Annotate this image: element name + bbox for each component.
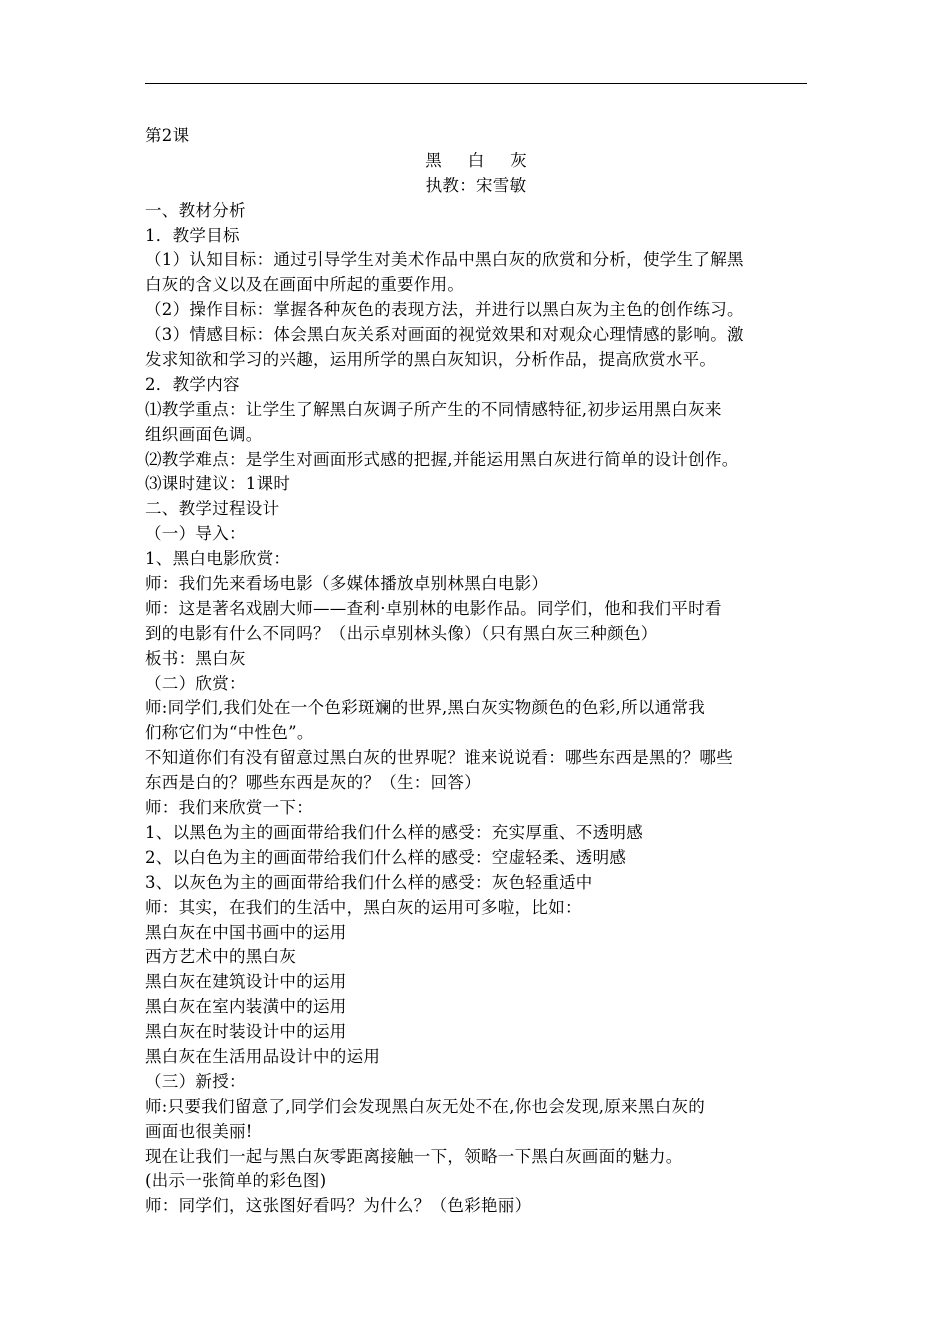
- text-line: 黑白灰在生活用品设计中的运用: [145, 1046, 381, 1066]
- text-line: 师:只要我们留意了,同学们会发现黑白灰无处不在,你也会发现,原来黑白灰的: [145, 1096, 706, 1116]
- text-line: 现在让我们一起与黑白灰零距离接触一下，领略一下黑白灰画面的魅力。: [145, 1146, 683, 1166]
- text-line: （1）认知目标：通过引导学生对美术作品中黑白灰的欣赏和分析，使学生了解黑: [145, 250, 744, 270]
- text-line: 到的电影有什么不同吗？（出示卓别林头像）（只有黑白灰三种颜色）: [145, 623, 658, 643]
- text-line: 黑白灰在室内装潢中的运用: [145, 997, 347, 1017]
- text-line: 黑白灰在时装设计中的运用: [145, 1022, 347, 1042]
- text-line: 师：这是著名戏剧大师——查利·卓别林的电影作品。同学们，他和我们平时看: [145, 598, 722, 618]
- text-line: 黑白灰在中国书画中的运用: [145, 922, 347, 942]
- text-line: 画面也很美丽!: [145, 1121, 253, 1141]
- text-line: 不知道你们有没有留意过黑白灰的世界呢？谁来说说看：哪些东西是黑的？哪些: [145, 748, 733, 768]
- text-line: 2．教学内容: [145, 374, 240, 394]
- text-line: 师：我们来欣赏一下：: [145, 798, 313, 818]
- text-line: （2）操作目标：掌握各种灰色的表现方法，并进行以黑白灰为主色的创作练习。: [145, 300, 744, 320]
- text-line: （一）导入：: [145, 524, 246, 544]
- title-char-2: 白: [467, 150, 485, 170]
- text-line: 组织画面色调。: [145, 424, 263, 444]
- title-char-1: 黑: [425, 150, 442, 170]
- text-line: 黑白灰在建筑设计中的运用: [145, 972, 347, 992]
- teacher-line: 执教：宋雪敏: [425, 175, 527, 195]
- text-line: 1、以黑色为主的画面带给我们什么样的感受：充实厚重、不透明感: [145, 822, 643, 842]
- text-line: ⑶课时建议：1课时: [145, 474, 291, 494]
- text-line: 2、以白色为主的画面带给我们什么样的感受：空虚轻柔、透明感: [145, 847, 627, 867]
- text-line: 白灰的含义以及在画面中所起的重要作用。: [145, 275, 465, 295]
- text-line: 一、教材分析: [145, 200, 246, 220]
- text-line: (出示一张简单的彩色图): [145, 1171, 327, 1191]
- text-line: （三）新授：: [145, 1071, 246, 1091]
- text-line: 西方艺术中的黑白灰: [145, 947, 297, 967]
- text-line: 师：其实，在我们的生活中，黑白灰的运用可多啦，比如：: [145, 897, 582, 917]
- text-line: 二、教学过程设计: [145, 499, 280, 519]
- document-body: [145, 124, 825, 1219]
- text-line: 发求知欲和学习的兴趣，运用所学的黑白灰知识，分析作品，提高欣赏水平。: [145, 350, 717, 370]
- lesson-title: [145, 149, 807, 174]
- text-line: 3、以灰色为主的画面带给我们什么样的感受：灰色轻重适中: [145, 872, 593, 892]
- lesson-number: 第2课: [145, 126, 190, 145]
- text-line: 1．教学目标: [145, 225, 240, 245]
- text-line: 师：我们先来看场电影（多媒体播放卓别林黑白电影）: [145, 574, 549, 594]
- text-line: （二）欣赏：: [145, 673, 246, 693]
- text-line: 东西是白的？哪些东西是灰的？（生：回答）: [145, 773, 481, 793]
- text-line: ⑴教学重点：让学生了解黑白灰调子所产生的不同情感特征,初步运用黑白灰来: [145, 399, 722, 419]
- text-line: ⑵教学难点：是学生对画面形式感的把握,并能运用黑白灰进行简单的设计创作。: [145, 449, 739, 469]
- title-char-3: 灰: [510, 150, 527, 170]
- text-line: 师:同学们,我们处在一个色彩斑斓的世界,黑白灰实物颜色的色彩,所以通常我: [145, 698, 706, 718]
- text-line: 们称它们为“中性色”。: [145, 723, 314, 743]
- text-line: （3）情感目标：体会黑白灰关系对画面的视觉效果和对观众心理情感的影响。激: [145, 325, 744, 345]
- text-line: 师：同学们，这张图好看吗？为什么？（色彩艳丽）: [145, 1196, 532, 1216]
- text-line: 1、黑白电影欣赏：: [145, 549, 291, 569]
- text-line: 板书：黑白灰: [145, 648, 246, 668]
- header-rule: [145, 83, 807, 84]
